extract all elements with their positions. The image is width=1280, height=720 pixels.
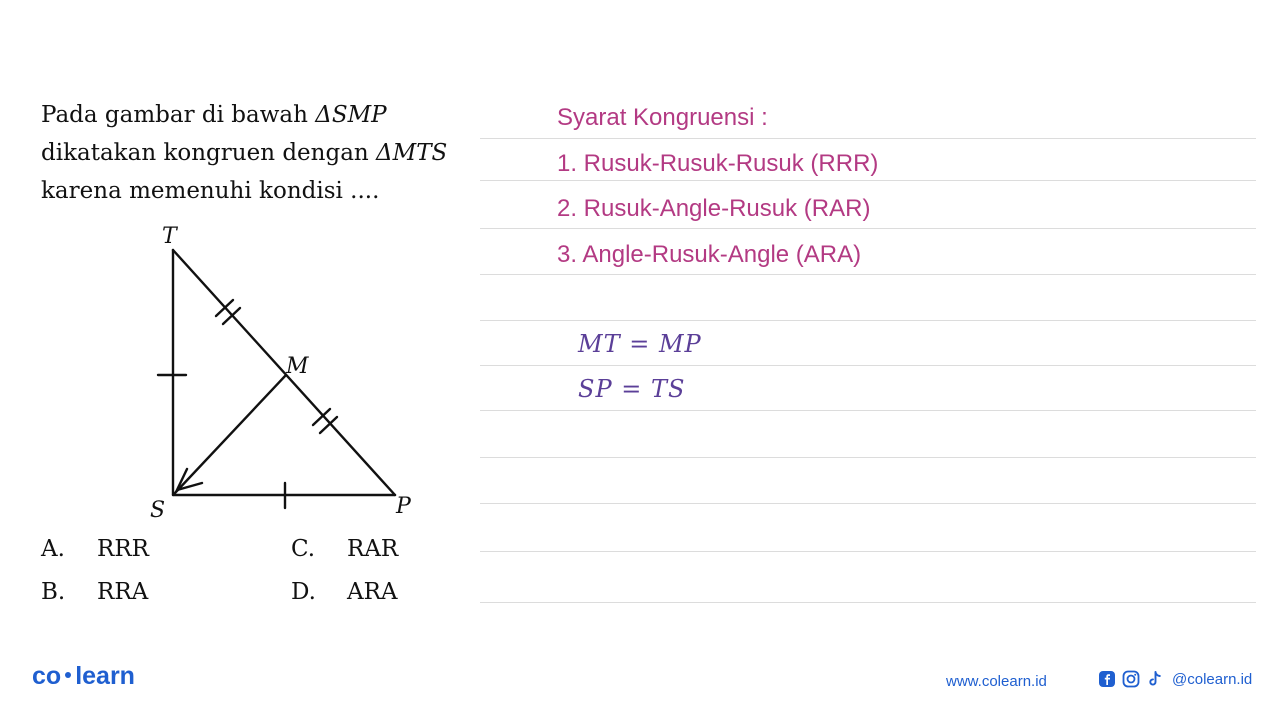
option-c[interactable] (291, 536, 398, 562)
question-line-1-text: Pada gambar di bawah (41, 102, 316, 128)
question-line-3: karena memenuhi kondisi .... (41, 178, 380, 204)
notes-title: Syarat Kongruensi : (557, 104, 768, 131)
rule-line (480, 274, 1256, 275)
question-line-2-text: dikatakan kongruen dengan (41, 140, 377, 166)
option-c-key: C. (291, 536, 316, 562)
double-tick-mp-1 (313, 409, 330, 425)
rule-line (480, 180, 1256, 181)
rule-line (480, 503, 1256, 504)
website-link[interactable]: www.colearn.id (946, 673, 1047, 690)
option-c-text: RAR (347, 536, 399, 562)
tiktok-icon[interactable] (1146, 670, 1164, 688)
option-a[interactable] (41, 536, 149, 562)
logo-learn: learn (75, 662, 135, 690)
social-links (1098, 670, 1252, 688)
triangle-mts: ΔMTS (376, 140, 448, 166)
option-d[interactable] (291, 579, 398, 605)
rule-line (480, 410, 1256, 411)
rule-line (480, 457, 1256, 458)
label-m: M (286, 354, 309, 379)
social-handle[interactable]: @colearn.id (1172, 670, 1253, 688)
colearn-logo (32, 662, 135, 691)
rule-line (480, 138, 1256, 139)
equation-sp-ts: SP = TS (578, 375, 686, 403)
facebook-icon[interactable] (1098, 670, 1116, 688)
rule-line (480, 320, 1256, 321)
triangle-smp: ΔSMP (315, 102, 387, 128)
logo-dot (65, 672, 71, 678)
segment-ms (175, 375, 286, 493)
option-d-key: D. (291, 579, 316, 605)
equation-mt-mp: MT = MP (578, 330, 702, 358)
notes-item-2: 2. Rusuk-Angle-Rusuk (RAR) (557, 195, 871, 222)
logo-co: co (32, 662, 62, 690)
label-p: P (396, 494, 411, 519)
label-s: S (150, 498, 166, 523)
option-b-key: B. (41, 579, 66, 605)
label-t: T (162, 224, 177, 249)
notes-item-1: 1. Rusuk-Rusuk-Rusuk (RRR) (557, 150, 879, 177)
rule-line (480, 365, 1256, 366)
option-d-text: ARA (347, 579, 398, 605)
notes-item-3: 3. Angle-Rusuk-Angle (ARA) (557, 241, 862, 268)
option-a-text: RRR (97, 536, 149, 562)
triangle-diagram (130, 215, 430, 525)
rule-line (480, 228, 1256, 229)
double-tick-mp-2 (320, 417, 337, 433)
option-b[interactable] (41, 579, 148, 605)
instagram-icon[interactable] (1122, 670, 1140, 688)
question-line-2 (41, 134, 491, 172)
rule-line (480, 602, 1256, 603)
rule-line (480, 551, 1256, 552)
option-b-text: RRA (97, 579, 149, 605)
triangle-figure (130, 215, 430, 529)
question-line-1 (41, 96, 491, 134)
ruled-lines (480, 0, 1256, 640)
question-text (41, 96, 491, 210)
option-a-key: A. (41, 536, 65, 562)
